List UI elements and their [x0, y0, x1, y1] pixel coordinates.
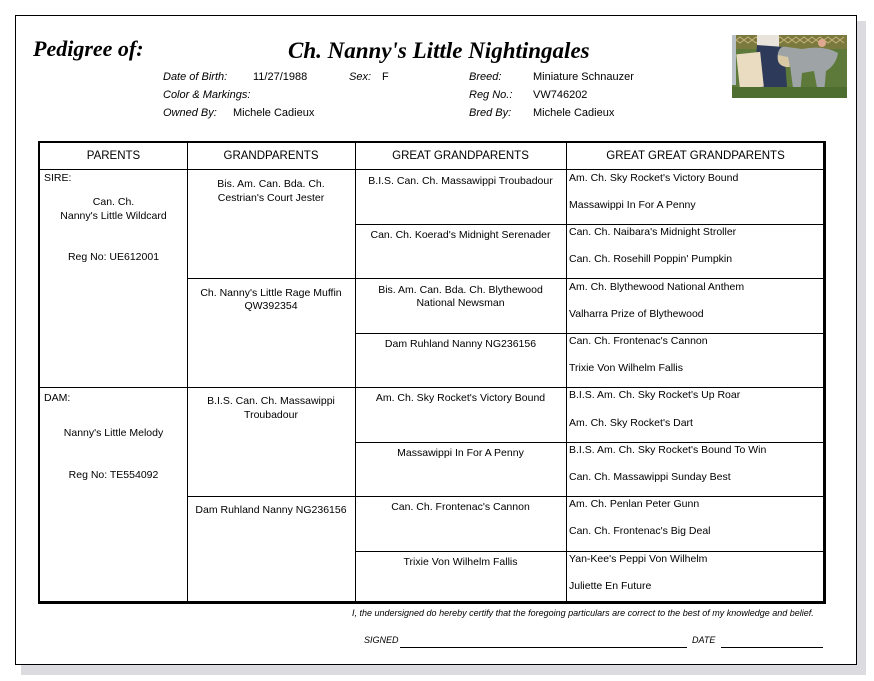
date-label: DATE — [692, 635, 716, 645]
dog-photo-icon — [732, 35, 847, 98]
great-grandparent-1: B.I.S. Can. Ch. Massawippi Troubadour — [368, 175, 553, 187]
great-great-grandparent-12: Can. Ch. Massawippi Sunday Best — [569, 471, 731, 483]
great-great-grandparent-13: Am. Ch. Penlan Peter Gunn — [569, 498, 700, 510]
great-grandparent-2: Can. Ch. Koerad's Midnight Serenader — [370, 229, 551, 241]
dam-reg: Reg No: TE554092 — [68, 469, 159, 481]
dam-label: DAM: — [44, 392, 71, 404]
breeder-value: Michele Cadieux — [533, 107, 615, 119]
dog-photo — [732, 35, 847, 98]
dob-label: Date of Birth: — [163, 71, 228, 83]
grandparent-3-line2: Troubadour — [244, 409, 298, 421]
great-great-grandparent-9: B.I.S. Am. Ch. Sky Rocket's Up Roar — [569, 389, 741, 401]
great-great-grandparent-1: Am. Ch. Sky Rocket's Victory Bound — [569, 172, 739, 184]
sex-value: F — [382, 71, 389, 83]
great-grandparent-3-line2: National Newsman — [416, 297, 505, 309]
dam-name: Nanny's Little Melody — [63, 427, 164, 439]
grandparent-1-line2: Cestrian's Court Jester — [217, 192, 325, 204]
date-line[interactable] — [721, 647, 823, 648]
row-divider — [355, 333, 825, 334]
row-divider — [355, 442, 825, 443]
grandparent-1-line1: Bis. Am. Can. Bda. Ch. — [217, 178, 325, 190]
great-great-grandparent-11: B.I.S. Am. Ch. Sky Rocket's Bound To Win — [569, 444, 767, 456]
great-great-grandparent-5: Am. Ch. Blythewood National Anthem — [569, 281, 745, 293]
row-divider — [187, 278, 825, 279]
sire-label: SIRE: — [44, 172, 72, 184]
column-divider — [566, 143, 567, 601]
great-grandparent-5: Am. Ch. Sky Rocket's Victory Bound — [375, 392, 546, 404]
breeder-label: Bred By: — [469, 107, 512, 119]
row-divider — [355, 551, 825, 552]
great-great-grandparent-3: Can. Ch. Naibara's Midnight Stroller — [569, 226, 737, 238]
sire-title: Can. Ch. — [92, 196, 135, 208]
owner-value: Michele Cadieux — [233, 107, 315, 119]
column-divider — [355, 143, 356, 601]
grandparent-2-line1: Ch. Nanny's Little Rage Muffin — [200, 287, 342, 299]
sire-name: Nanny's Little Wildcard — [60, 210, 167, 222]
breed-value: Miniature Schnauzer — [533, 71, 634, 83]
great-grandparent-6: Massawippi In For A Penny — [397, 447, 524, 459]
great-great-grandparent-8: Trixie Von Wilhelm Fallis — [569, 362, 683, 374]
color-label: Color & Markings: — [163, 89, 251, 101]
reg-value: VW746202 — [533, 89, 588, 101]
dob-value: 11/27/1988 — [253, 71, 308, 83]
breed-label: Breed: — [469, 71, 502, 83]
signed-label: SIGNED — [364, 635, 399, 645]
dob-row — [163, 71, 227, 83]
great-great-grandparent-2: Massawippi In For A Penny — [569, 199, 696, 211]
great-grandparent-4: Dam Ruhland Nanny NG236156 — [384, 338, 537, 350]
pedigree-table — [38, 141, 826, 604]
great-great-grandparent-4: Can. Ch. Rosehill Poppin' Pumpkin — [569, 253, 733, 265]
great-great-grandparent-7: Can. Ch. Frontenac's Cannon — [569, 335, 708, 347]
great-grandparent-8: Trixie Von Wilhelm Fallis — [403, 556, 518, 568]
grandparent-4-line1: Dam Ruhland Nanny NG236156 — [195, 504, 347, 516]
great-great-grandparent-10: Am. Ch. Sky Rocket's Dart — [569, 417, 693, 429]
row-divider — [187, 496, 825, 497]
great-grandparent-3-line1: Bis. Am. Can. Bda. Ch. Blythewood — [378, 284, 543, 296]
dog-name-title: Ch. Nanny's Little Nightingales — [288, 38, 590, 63]
reg-label: Reg No.: — [469, 89, 513, 101]
great-great-grandparent-6: Valharra Prize of Blythewood — [569, 308, 704, 320]
great-great-grandparent-14: Can. Ch. Frontenac's Big Deal — [569, 525, 711, 537]
grandparent-3-line1: B.I.S. Can. Ch. Massawippi — [207, 395, 335, 407]
great-great-grandparent-15: Yan-Kee's Peppi Von Wilhelm — [569, 553, 708, 565]
great-great-grandparent-16: Juliette En Future — [569, 580, 652, 592]
pedigree-label: Pedigree of: — [33, 36, 144, 61]
row-divider — [40, 387, 825, 388]
column-header-grandparents: GRANDPARENTS — [187, 143, 355, 170]
column-header-great-great-grandparents: GREAT GREAT GRANDPARENTS — [566, 143, 825, 170]
sire-reg: Reg No: UE612001 — [67, 251, 160, 263]
grandparent-2-line2: QW392354 — [244, 300, 298, 312]
certification-statement: I, the undersigned do hereby certify that the foregoing particulars are correct to the best of my knowledge and belief. — [352, 608, 814, 618]
great-grandparent-7: Can. Ch. Frontenac's Cannon — [391, 501, 530, 513]
column-divider — [187, 143, 188, 601]
sex-label: Sex: — [349, 71, 372, 83]
row-divider — [355, 224, 825, 225]
signature-line[interactable] — [400, 647, 687, 648]
owner-label: Owned By: — [163, 107, 217, 119]
column-header-parents: PARENTS — [40, 143, 187, 170]
column-header-great-grandparents: GREAT GRANDPARENTS — [355, 143, 566, 170]
